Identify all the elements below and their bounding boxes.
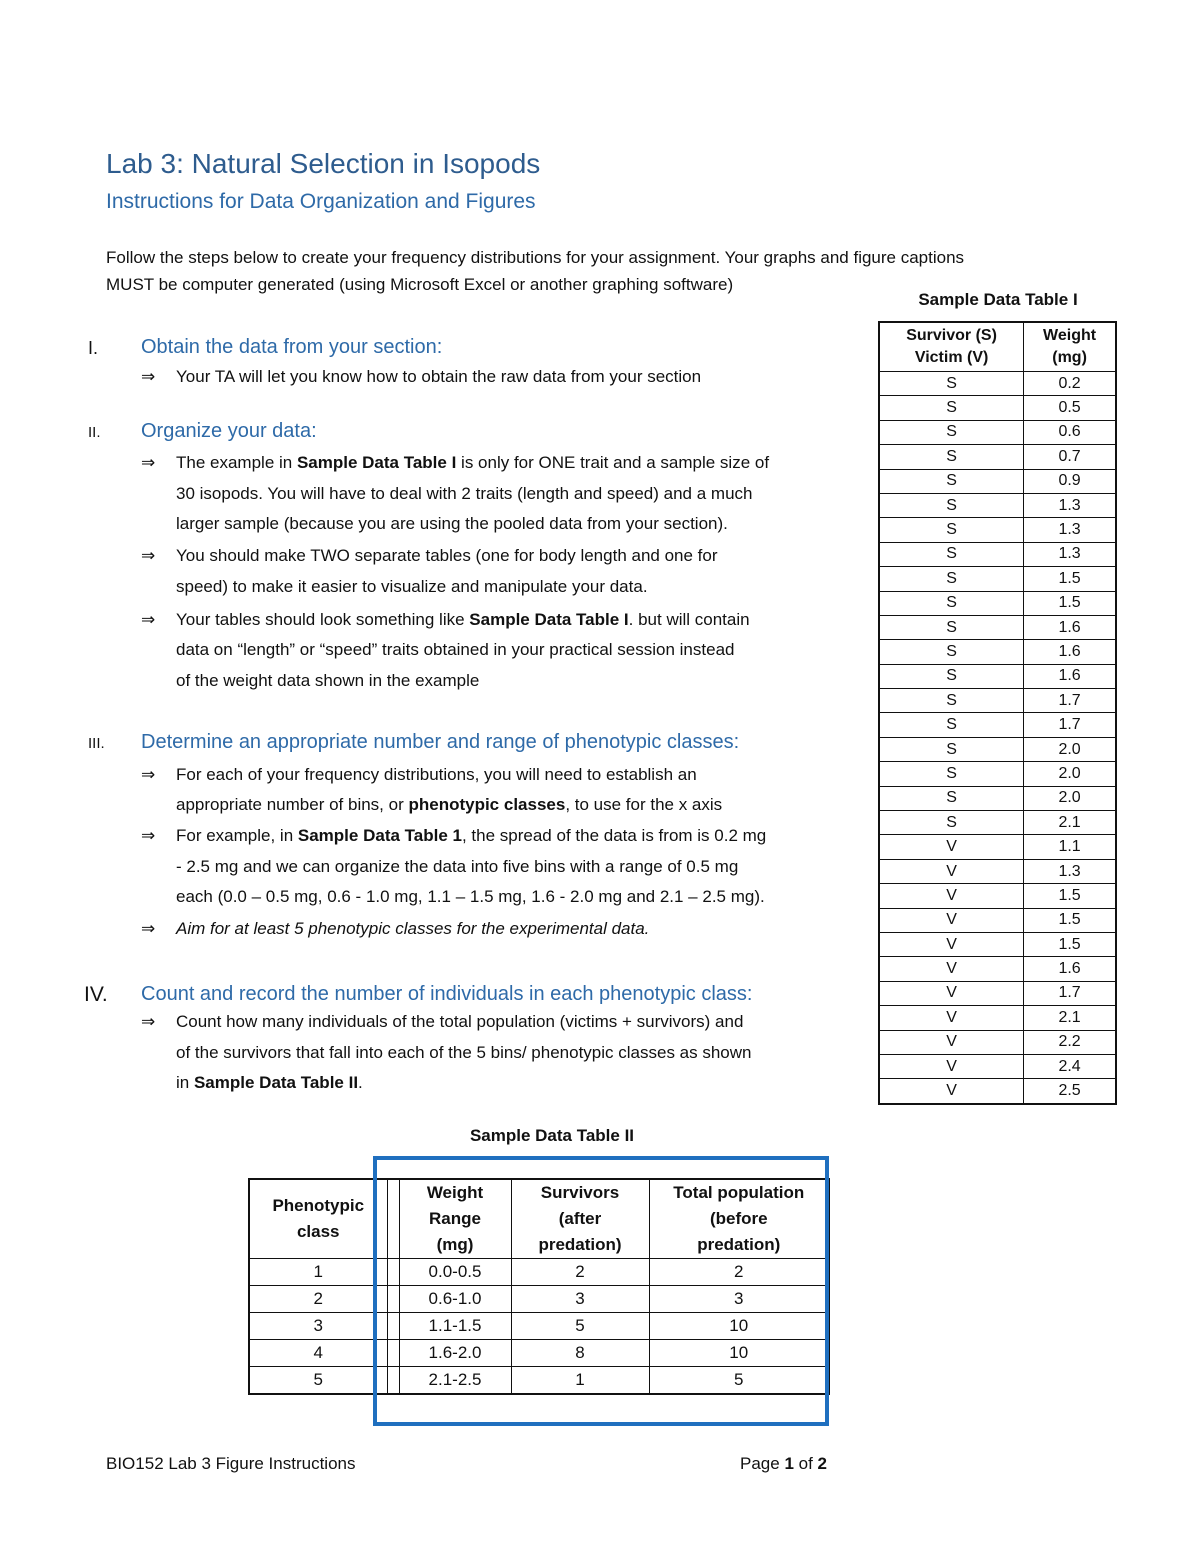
class-cell: 4: [249, 1340, 387, 1367]
group-cell: V: [879, 957, 1024, 981]
table-row: [879, 591, 1116, 615]
weight-cell: 1.6: [1024, 640, 1116, 664]
weight-cell: 2.5: [1024, 1079, 1116, 1104]
weight-cell: 1.5: [1024, 591, 1116, 615]
table-row: [879, 713, 1116, 737]
table-row: [249, 1367, 829, 1395]
group-cell: S: [879, 713, 1024, 737]
table-row: [879, 932, 1116, 956]
column-header: Weight (mg): [1024, 322, 1116, 372]
footer-doc-name: BIO152 Lab 3 Figure Instructions: [106, 1454, 356, 1473]
section-4-bullet-1: Count how many individuals of the total population (victims + survivors) and: [176, 1012, 744, 1031]
weight-cell: 1.6: [1024, 615, 1116, 639]
group-cell: S: [879, 469, 1024, 493]
table-row: [879, 859, 1116, 883]
section-3-numeral: III.: [88, 735, 105, 752]
survivors-cell: 3: [511, 1286, 649, 1313]
table-row: [879, 469, 1116, 493]
group-cell: S: [879, 640, 1024, 664]
section-3-bullet-1-line-2: appropriate number of bins, or phenotypic classes, to use for the x axis: [176, 795, 723, 814]
survivors-cell: 5: [511, 1313, 649, 1340]
table-row: [249, 1286, 829, 1313]
group-cell: S: [879, 689, 1024, 713]
group-cell: S: [879, 591, 1024, 615]
table-row: [879, 1006, 1116, 1030]
weight-cell: 2.4: [1024, 1054, 1116, 1078]
section-2-bullet-1-line-2: 30 isopods. You will have to deal with 2 traits (length and speed) and a much: [176, 484, 753, 503]
group-cell: V: [879, 884, 1024, 908]
group-cell: V: [879, 981, 1024, 1005]
table-row: [879, 664, 1116, 688]
table-row: [249, 1313, 829, 1340]
section-4-numeral: IV.: [84, 983, 108, 1006]
weight-cell: 1.7: [1024, 981, 1116, 1005]
spacer-cell: [387, 1367, 399, 1395]
weight-cell: 2.2: [1024, 1030, 1116, 1054]
table-row: [879, 689, 1116, 713]
column-header: Weight Range (mg): [399, 1179, 511, 1259]
group-cell: S: [879, 445, 1024, 469]
group-cell: S: [879, 396, 1024, 420]
survivors-cell: 2: [511, 1259, 649, 1286]
page-title: Lab 3: Natural Selection in Isopods: [106, 148, 541, 179]
table-row: [879, 1030, 1116, 1054]
table-row: [879, 957, 1116, 981]
section-3-bullet-3: Aim for at least 5 phenotypic classes for the experimental data.: [176, 919, 650, 938]
table-row: [879, 981, 1116, 1005]
range-cell: 2.1-2.5: [399, 1367, 511, 1395]
table-row: [879, 811, 1116, 835]
table-row: [879, 518, 1116, 542]
spacer-cell: [387, 1313, 399, 1340]
section-2-bullet-2: You should make TWO separate tables (one for body length and one for: [176, 546, 718, 565]
weight-cell: 0.9: [1024, 469, 1116, 493]
group-cell: V: [879, 859, 1024, 883]
class-cell: 5: [249, 1367, 387, 1395]
column-spacer: [387, 1179, 399, 1259]
section-4-heading: Count and record the number of individuals in each phenotypic class:: [141, 983, 753, 1005]
group-cell: S: [879, 493, 1024, 517]
section-1-bullet-1: Your TA will let you know how to obtain the raw data from your section: [176, 367, 702, 386]
group-cell: S: [879, 811, 1024, 835]
section-2-heading: Organize your data:: [141, 420, 317, 442]
total-cell: 2: [649, 1259, 829, 1286]
weight-cell: 1.3: [1024, 542, 1116, 566]
arrow-icon: ⇒: [141, 919, 156, 938]
arrow-icon: ⇒: [141, 453, 156, 472]
section-4-bullet-1-line-3: in Sample Data Table II.: [176, 1073, 363, 1092]
table-row: [879, 445, 1116, 469]
group-cell: V: [879, 1079, 1024, 1104]
spacer-cell: [387, 1286, 399, 1313]
arrow-icon: ⇒: [141, 546, 156, 565]
table-header-row: [879, 322, 1116, 372]
total-cell: 10: [649, 1313, 829, 1340]
group-cell: S: [879, 762, 1024, 786]
table-row: [879, 737, 1116, 761]
range-cell: 1.6-2.0: [399, 1340, 511, 1367]
section-3-bullet-2: For example, in Sample Data Table 1, the spread of the data is from is 0.2 mg: [176, 826, 767, 845]
group-cell: V: [879, 932, 1024, 956]
table-row: [879, 396, 1116, 420]
spacer-cell: [387, 1340, 399, 1367]
weight-cell: 1.1: [1024, 835, 1116, 859]
table-row: [879, 615, 1116, 639]
total-cell: 5: [649, 1367, 829, 1395]
weight-cell: 1.6: [1024, 664, 1116, 688]
arrow-icon: ⇒: [141, 367, 156, 386]
group-cell: S: [879, 542, 1024, 566]
column-header: Survivor (S) Victim (V): [879, 322, 1024, 372]
range-cell: 0.6-1.0: [399, 1286, 511, 1313]
sample-data-table-2: [248, 1178, 830, 1395]
section-2-bullet-1-line-3: larger sample (because you are using the pooled data from your section).: [176, 514, 728, 533]
table-row: [879, 762, 1116, 786]
weight-cell: 1.3: [1024, 518, 1116, 542]
table-1-caption: Sample Data Table I: [918, 290, 1078, 309]
section-2-bullet-1: The example in Sample Data Table I is only for ONE trait and a sample size of: [176, 453, 770, 472]
column-header: Total population (before predation): [649, 1179, 829, 1259]
range-cell: 1.1-1.5: [399, 1313, 511, 1340]
group-cell: V: [879, 908, 1024, 932]
weight-cell: 1.5: [1024, 567, 1116, 591]
weight-cell: 1.6: [1024, 957, 1116, 981]
section-1-heading: Obtain the data from your section:: [141, 336, 443, 358]
group-cell: S: [879, 420, 1024, 444]
weight-cell: 1.7: [1024, 713, 1116, 737]
section-2-bullet-3: Your tables should look something like Sample Data Table I. but will contain: [176, 610, 750, 629]
table-header-row: [249, 1179, 829, 1259]
table-row: [879, 493, 1116, 517]
page-subtitle: Instructions for Data Organization and Figures: [106, 190, 536, 213]
weight-cell: 0.5: [1024, 396, 1116, 420]
arrow-icon: ⇒: [141, 765, 156, 784]
table-row: [879, 542, 1116, 566]
range-cell: 0.0-0.5: [399, 1259, 511, 1286]
class-cell: 3: [249, 1313, 387, 1340]
weight-cell: 2.1: [1024, 1006, 1116, 1030]
table-2-caption: Sample Data Table II: [469, 1126, 635, 1145]
spacer-cell: [387, 1259, 399, 1286]
total-cell: 10: [649, 1340, 829, 1367]
survivors-cell: 8: [511, 1340, 649, 1367]
table-row: [879, 1054, 1116, 1078]
weight-cell: 1.5: [1024, 908, 1116, 932]
class-cell: 1: [249, 1259, 387, 1286]
intro-line-2: MUST be computer generated (using Microsoft Excel or another graphing software): [106, 275, 734, 294]
section-3-bullet-2-line-2: - 2.5 mg and we can organize the data into five bins with a range of 0.5 mg: [176, 857, 739, 876]
arrow-icon: ⇒: [141, 826, 156, 845]
section-2-bullet-3-line-3: of the weight data shown in the example: [176, 671, 480, 690]
group-cell: V: [879, 835, 1024, 859]
weight-cell: 1.5: [1024, 884, 1116, 908]
table-row: [879, 372, 1116, 396]
table-row: [879, 640, 1116, 664]
weight-cell: 1.3: [1024, 859, 1116, 883]
total-cell: 3: [649, 1286, 829, 1313]
intro-line-1: Follow the steps below to create your frequency distributions for your assignment. Your graphs and figure captions: [106, 248, 965, 267]
group-cell: V: [879, 1030, 1024, 1054]
table-row: [879, 786, 1116, 810]
section-4-bullet-1-line-2: of the survivors that fall into each of the 5 bins/ phenotypic classes as shown: [176, 1043, 752, 1062]
column-header: Phenotypic class: [249, 1179, 387, 1259]
weight-cell: 1.3: [1024, 493, 1116, 517]
group-cell: S: [879, 372, 1024, 396]
group-cell: V: [879, 1006, 1024, 1030]
table-row: [879, 1079, 1116, 1104]
table-row: [879, 567, 1116, 591]
section-3-heading: Determine an appropriate number and range of phenotypic classes:: [141, 731, 740, 753]
table-row: [879, 908, 1116, 932]
arrow-icon: ⇒: [141, 1012, 156, 1031]
weight-cell: 0.7: [1024, 445, 1116, 469]
section-2-bullet-3-line-2: data on “length” or “speed” traits obtained in your practical session instead: [176, 640, 735, 659]
weight-cell: 2.1: [1024, 811, 1116, 835]
table-row: [879, 835, 1116, 859]
group-cell: S: [879, 786, 1024, 810]
weight-cell: 2.0: [1024, 786, 1116, 810]
survivors-cell: 1: [511, 1367, 649, 1395]
weight-cell: 0.2: [1024, 372, 1116, 396]
group-cell: S: [879, 518, 1024, 542]
group-cell: S: [879, 737, 1024, 761]
section-3-bullet-2-line-3: each (0.0 – 0.5 mg, 0.6 - 1.0 mg, 1.1 – 1.5 mg, 1.6 - 2.0 mg and 2.1 – 2.5 mg).: [176, 887, 765, 906]
section-3-bullet-1: For each of your frequency distributions, you will need to establish an: [176, 765, 697, 784]
weight-cell: 2.0: [1024, 762, 1116, 786]
group-cell: V: [879, 1054, 1024, 1078]
weight-cell: 2.0: [1024, 737, 1116, 761]
weight-cell: 1.5: [1024, 932, 1116, 956]
group-cell: S: [879, 567, 1024, 591]
class-cell: 2: [249, 1286, 387, 1313]
table-row: [879, 884, 1116, 908]
table-row: [249, 1340, 829, 1367]
group-cell: S: [879, 664, 1024, 688]
weight-cell: 0.6: [1024, 420, 1116, 444]
sample-data-table-1: [878, 321, 1117, 1105]
footer-page-number: Page 1 of 2: [740, 1454, 827, 1473]
table-row: [249, 1259, 829, 1286]
section-2-bullet-2-line-2: speed) to make it easier to visualize and manipulate your data.: [176, 577, 648, 596]
arrow-icon: ⇒: [141, 610, 156, 629]
group-cell: S: [879, 615, 1024, 639]
table-row: [879, 420, 1116, 444]
column-header: Survivors (after predation): [511, 1179, 649, 1259]
section-1-numeral: I.: [88, 338, 99, 358]
section-2-numeral: II.: [88, 424, 101, 441]
weight-cell: 1.7: [1024, 689, 1116, 713]
